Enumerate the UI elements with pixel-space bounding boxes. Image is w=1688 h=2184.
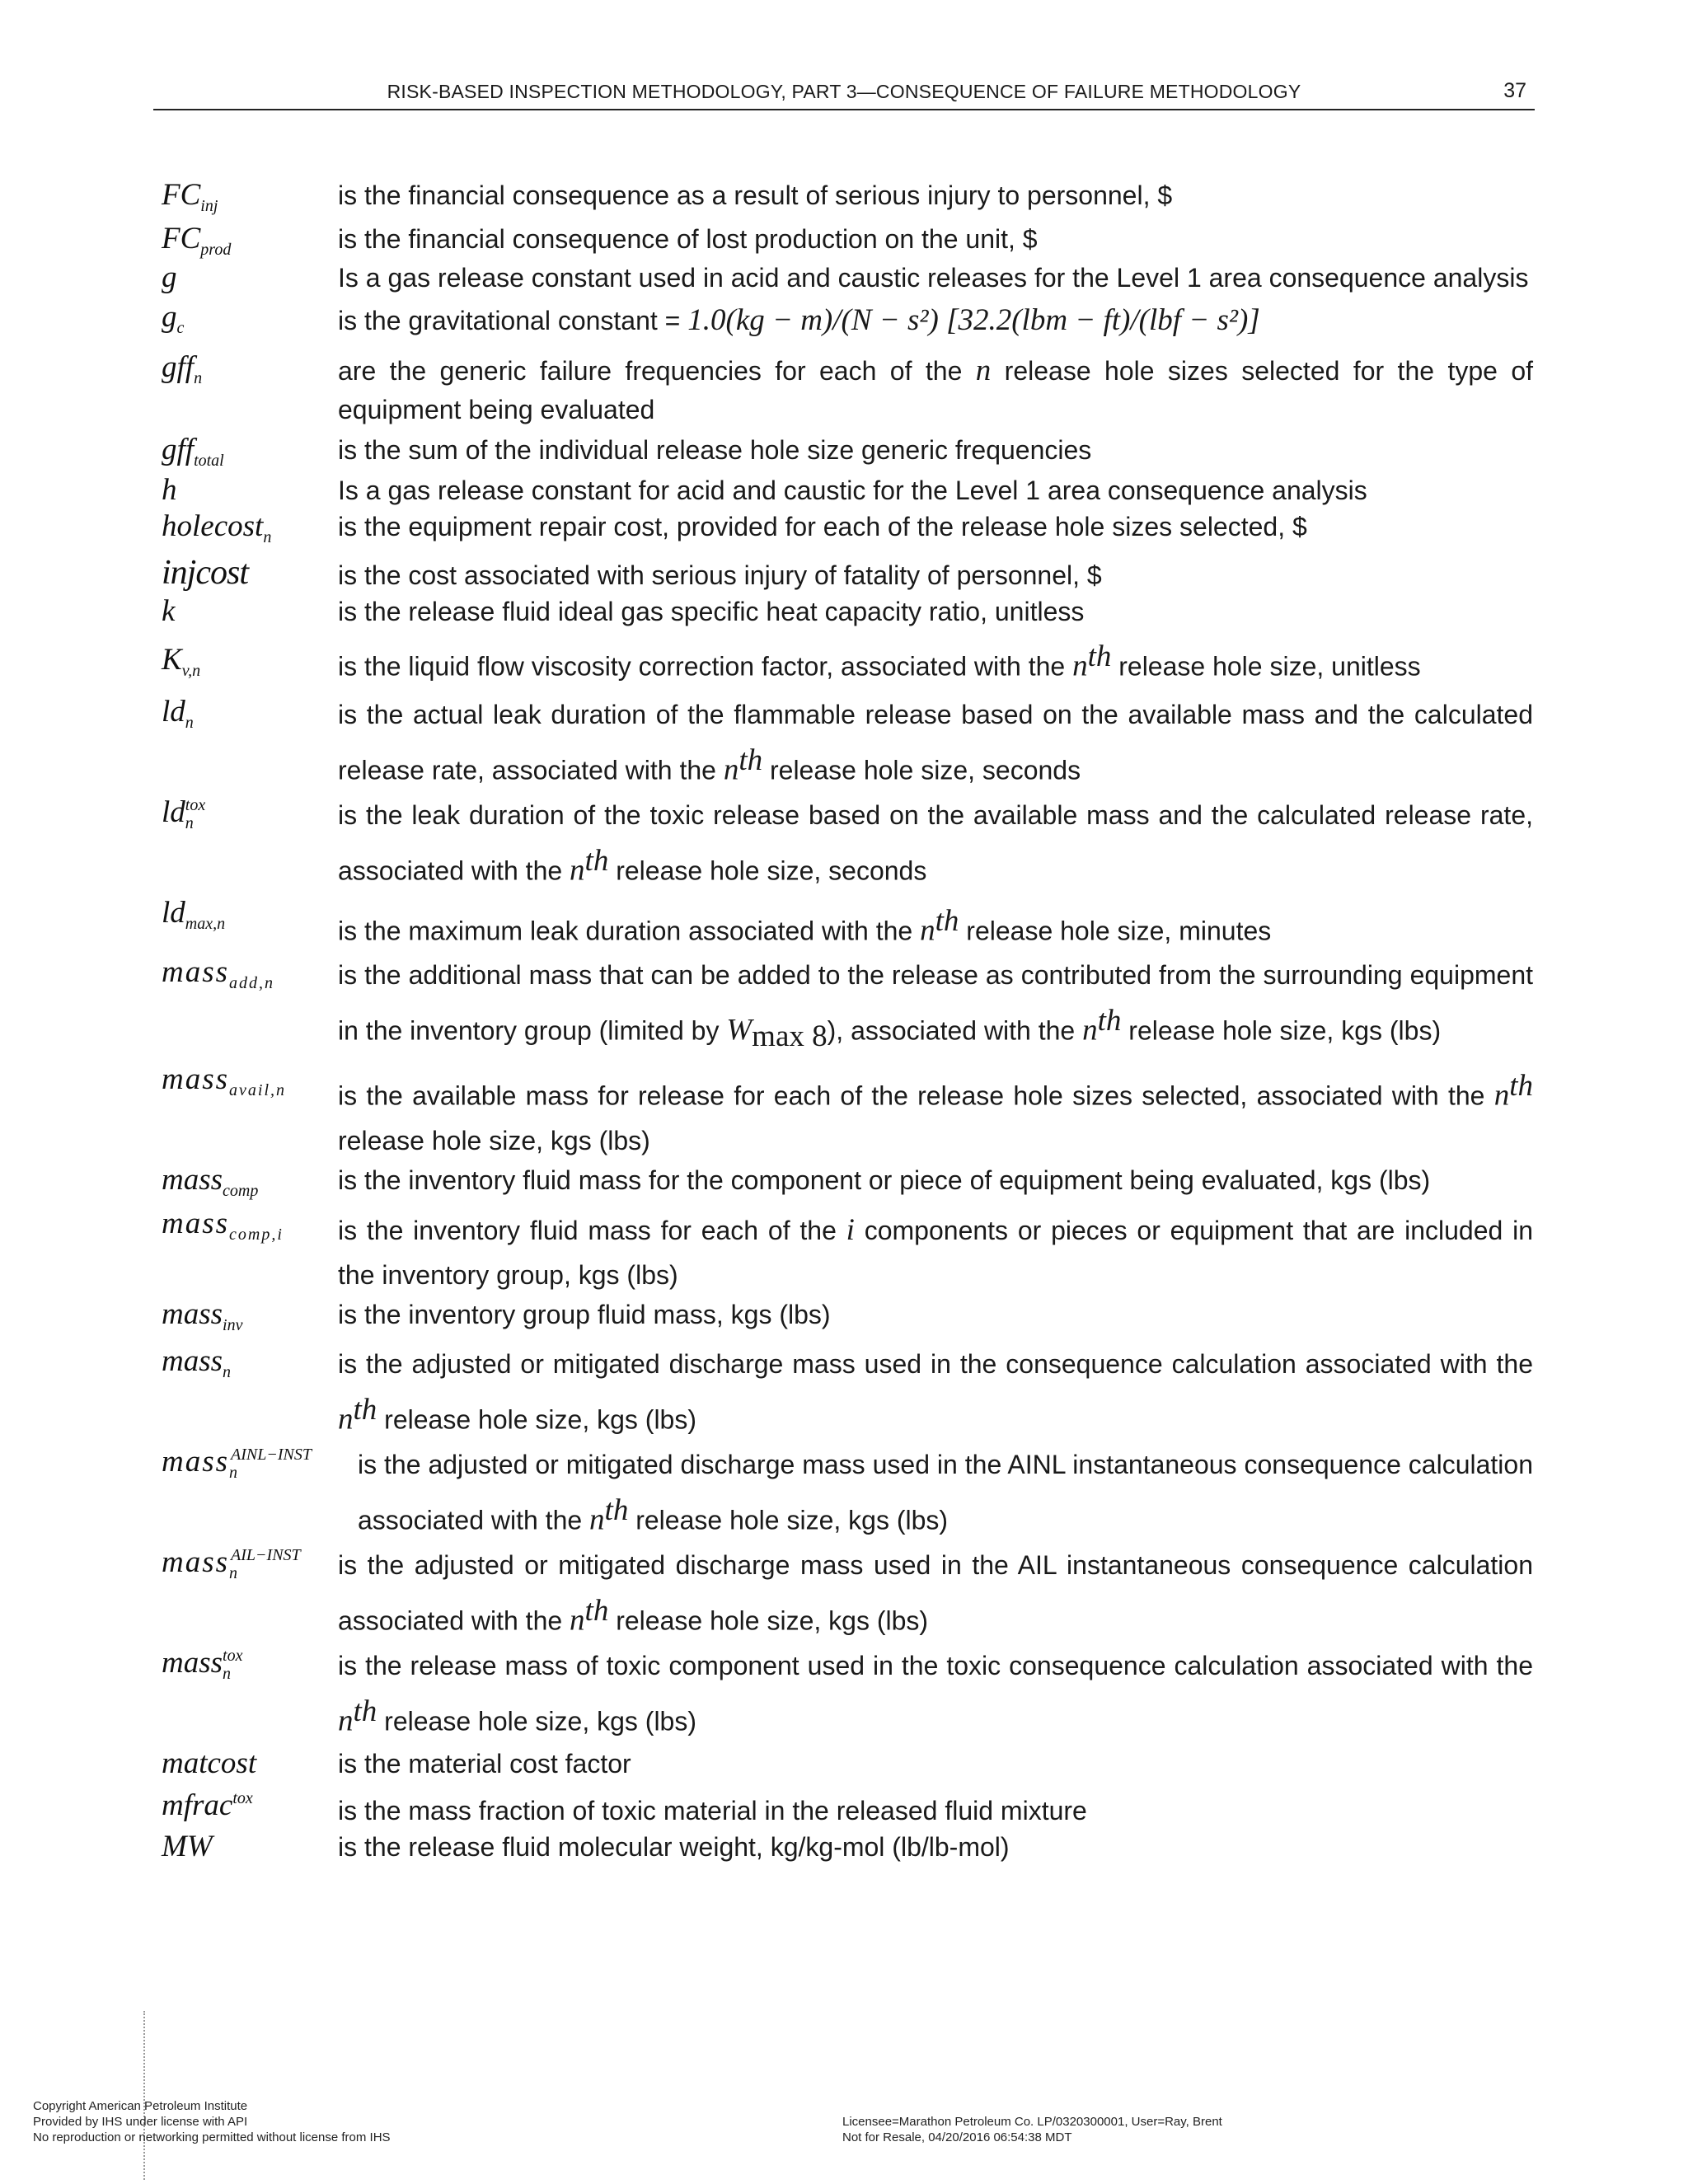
glossary-entry-mass-avail	[162, 1062, 1533, 1162]
definition: is the material cost factor	[338, 1749, 631, 1779]
symbol: $FC_{inj}$	[162, 178, 218, 215]
symbol: $K_{v,n}$	[162, 642, 201, 680]
footer-license: Licensee=Marathon Petroleum Co. LP/0320300001, User=Ray, Brent Not for Resale, 04/20/2016 06:54:38 MDT	[842, 2115, 1222, 2144]
glossary-entry-mfrac-tox	[162, 1788, 1533, 1829]
symbol: matcost	[162, 1746, 257, 1781]
definition: is the inventory fluid mass for the component or piece of equipment being evaluated, kgs (lbs)	[338, 1165, 1431, 1195]
symbol: g	[162, 260, 177, 294]
glossary-entry-mass-comp-i	[162, 1206, 1533, 1296]
glossary-entry-fc-prod	[162, 221, 1533, 260]
definition: is the adjusted or mitigated discharge mass used in the AINL instantaneous consequence calculation associated with the $n^{th}$ release hole size, kgs (lbs)	[358, 1450, 1533, 1537]
glossary-entry-g	[162, 260, 1533, 296]
symbol: injcost	[162, 554, 248, 593]
definition: is the inventory group fluid mass, kgs (lbs)	[338, 1300, 831, 1330]
definition: is the inventory fluid mass for each of the i components or pieces or equipment that are included in the inventory group, kgs (lbs)	[338, 1212, 1533, 1290]
glossary-entry-mass-tox	[162, 1645, 1533, 1746]
symbol: mfrac$^{tox}$	[162, 1788, 253, 1822]
glossary-entry-k	[162, 593, 1533, 630]
glossary-entry-mass-ail-inst	[162, 1544, 1533, 1645]
symbol: MW	[162, 1829, 213, 1863]
definition: is the additional mass that can be added to the release as contributed from the surrounding equipment in the inventory group (limited by $W_{max 8}$), associated with the $n^{th}$ release hole size, kgs (lbs)	[338, 960, 1533, 1054]
symbol: mass$_n^{tox}$	[162, 1646, 243, 1684]
footer-copyright: Copyright American Petroleum Institute Provided by IHS under license with API No reproduction or networking permitted without license from IHS	[33, 2099, 391, 2144]
symbol: mass$_{add,n}$	[162, 955, 275, 993]
gravitational-constant-formula: 1.0(kg − m)/(N − s²) [32.2(lbm − ft)/(lbf − s²)]	[687, 303, 1260, 338]
glossary-entry-h	[162, 472, 1533, 509]
glossary-entry-gc	[162, 299, 1533, 341]
glossary-entry-matcost	[162, 1746, 1533, 1782]
symbol: mass$_{comp,i}$	[162, 1206, 284, 1244]
definition: is the financial consequence as a result of serious injury to personnel, $	[338, 180, 1173, 210]
definition: is the leak duration of the toxic release based on the available mass and the calculated release rate, associated with the $n^{th}$ release hole size, seconds	[338, 799, 1533, 888]
symbol: mass$_n^{AIL-INST}$	[162, 1545, 301, 1583]
definition-text: is the gravitational constant =	[338, 306, 681, 336]
symbol: holecost$_n$	[162, 509, 272, 547]
glossary-entry-gff-n	[162, 349, 1533, 428]
symbol: $ld_n^{tox}$	[162, 794, 206, 832]
symbol: h	[162, 472, 177, 507]
nomenclature-list	[162, 177, 1533, 1865]
glossary-entry-injcost	[162, 552, 1533, 593]
glossary-entry-mass-inv	[162, 1296, 1533, 1335]
symbol: gff$_{total}$	[162, 432, 224, 470]
glossary-entry-fc-inj	[162, 177, 1533, 216]
glossary-entry-ld-max	[162, 895, 1533, 952]
definition: is the adjusted or mitigated discharge mass used in the consequence calculation associated with the $n^{th}$ release hole size, kgs (lbs)	[338, 1349, 1533, 1436]
symbol: $ld_{max,n}$	[162, 895, 226, 933]
page-number: 37	[1503, 79, 1526, 102]
glossary-entry-holecost	[162, 509, 1533, 547]
symbol: mass$_n$	[162, 1344, 232, 1382]
symbol: mass$_{avail,n}$	[162, 1062, 287, 1099]
symbol: mass$_{inv}$	[162, 1297, 243, 1335]
symbol: mass$_{comp}$	[162, 1162, 259, 1200]
glossary-entry-kvn	[162, 635, 1533, 687]
definition: is the equipment repair cost, provided for each of the release hole sizes selected, $	[338, 512, 1307, 542]
symbol: mass$_n^{AINL-INST}$	[162, 1445, 312, 1483]
definition: Is a gas release constant for acid and caustic for the Level 1 area consequence analysis	[338, 475, 1367, 505]
definition: Is a gas release constant used in acid and caustic releases for the Level 1 area consequence analysis	[338, 263, 1529, 293]
glossary-entry-gff-total	[162, 432, 1533, 471]
running-header	[153, 74, 1535, 110]
glossary-entry-ld-tox	[162, 794, 1533, 895]
glossary-entry-mass-comp	[162, 1162, 1533, 1201]
symbol: gff$_n$	[162, 350, 203, 388]
definition: is the release fluid molecular weight, kg/kg-mol (lb/lb-mol)	[338, 1831, 1010, 1862]
symbol: $ld_n$	[162, 694, 194, 732]
glossary-entry-mass-n	[162, 1343, 1533, 1444]
glossary-entry-mw	[162, 1829, 1533, 1865]
definition: are the generic failure frequencies for each of the n release hole sizes selected for the type of equipment being evaluated	[338, 354, 1534, 425]
definition	[338, 299, 1533, 341]
definition: is the adjusted or mitigated discharge mass used in the AIL instantaneous consequence calculation associated with the $n^{th}$ release hole size, kgs (lbs)	[338, 1550, 1533, 1638]
symbol: k	[162, 594, 176, 629]
definition: is the release fluid ideal gas specific heat capacity ratio, unitless	[338, 597, 1085, 627]
symbol: $FC_{prod}$	[162, 222, 232, 259]
definition: is the liquid flow viscosity correction factor, associated with the $n^{th}$ release hole size, unitless	[338, 639, 1421, 683]
definition: is the available mass for release for each of the release hole sizes selected, associated with the $n^{th}$ release hole size, kgs (lbs)	[338, 1068, 1533, 1155]
definition: is the mass fraction of toxic material in the released fluid mixture	[338, 1795, 1087, 1825]
definition: is the cost associated with serious injury of fatality of personnel, $	[338, 560, 1102, 591]
glossary-entry-mass-ainl-inst	[162, 1444, 1533, 1544]
definition: is the maximum leak duration associated with the $n^{th}$ release hole size, minutes	[338, 903, 1272, 948]
header-title: RISK-BASED INSPECTION METHODOLOGY, PART 3—CONSEQUENCE OF FAILURE METHODOLOGY	[387, 81, 1301, 102]
glossary-entry-ld-n	[162, 694, 1533, 794]
definition: is the financial consequence of lost production on the unit, $	[338, 224, 1038, 254]
definition: is the release mass of toxic component used in the toxic consequence calculation associated with the $n^{th}$ release hole size, kgs (lbs)	[338, 1651, 1533, 1739]
definition: is the actual leak duration of the flammable release based on the available mass and the calculated release rate, associated with the $n^{th}$ release hole size, seconds	[338, 699, 1533, 787]
symbol: $g_c$	[162, 300, 185, 338]
margin-dotted-line	[143, 2011, 147, 2180]
glossary-entry-mass-add	[162, 954, 1533, 1061]
definition: is the sum of the individual release hole size generic frequencies	[338, 434, 1092, 465]
